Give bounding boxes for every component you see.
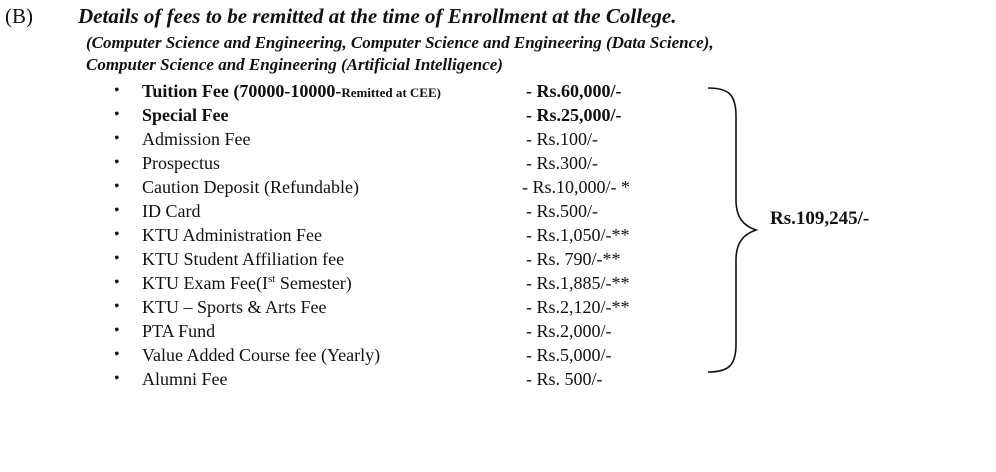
bullet-icon: • xyxy=(114,250,120,267)
bullet-icon: • xyxy=(114,346,120,363)
fee-row-pta-fund xyxy=(0,319,740,343)
fee-row-value-added-course xyxy=(0,343,740,367)
fee-amount: - Rs.5,000/- xyxy=(526,345,612,365)
bullet-icon: • xyxy=(114,202,120,219)
fee-row-ktu-affiliation xyxy=(0,247,740,271)
bullet-icon: • xyxy=(114,106,120,123)
fee-amount: - Rs.1,050/-** xyxy=(526,225,630,245)
bullet-icon: • xyxy=(114,178,120,195)
fee-amount: - Rs.100/- xyxy=(526,129,598,149)
fee-amount: - Rs. 500/- xyxy=(526,369,603,389)
section-label: (B) xyxy=(5,4,33,28)
bullet-icon: • xyxy=(114,82,120,99)
fee-row-tuition xyxy=(0,79,740,103)
fee-row-ktu-exam xyxy=(0,271,740,295)
fee-row-ktu-sports-arts xyxy=(0,295,740,319)
fee-row-prospectus xyxy=(0,151,740,175)
bullet-icon: • xyxy=(114,322,120,339)
fee-amount: - Rs.1,885/-** xyxy=(526,273,630,293)
fee-amount: - Rs.300/- xyxy=(526,153,598,173)
fee-amount: - Rs.500/- xyxy=(526,201,598,221)
fee-row-special xyxy=(0,103,740,127)
fee-name: Prospectus xyxy=(142,153,220,173)
bullet-icon: • xyxy=(114,298,120,315)
bullet-icon: • xyxy=(114,370,120,387)
bullet-icon: • xyxy=(114,226,120,243)
curly-brace-icon xyxy=(700,82,760,378)
programs-line-1: (Computer Science and Engineering, Computer Science and Engineering (Data Science), xyxy=(86,33,714,52)
fee-amount: - Rs.2,000/- xyxy=(526,321,612,341)
section-heading: Details of fees to be remitted at the time of Enrollment at the College. xyxy=(78,4,677,28)
fee-amount: - Rs.25,000/- xyxy=(526,105,622,125)
fee-name: Alumni Fee xyxy=(142,369,228,389)
bullet-icon: • xyxy=(114,130,120,147)
fee-name: KTU Exam Fee(Ist Semester) xyxy=(142,273,352,293)
fee-amount: - Rs.60,000/- xyxy=(526,81,622,101)
fee-name: Caution Deposit (Refundable) xyxy=(142,177,359,197)
fee-name: Value Added Course fee (Yearly) xyxy=(142,345,381,365)
programs-line-2: Computer Science and Engineering (Artificial Intelligence) xyxy=(86,55,503,74)
bullet-icon: • xyxy=(114,154,120,171)
fee-amount: - Rs.2,120/-** xyxy=(526,297,630,317)
bullet-icon: • xyxy=(114,274,120,291)
fee-name: KTU Administration Fee xyxy=(142,225,322,245)
fee-row-caution-deposit xyxy=(0,175,740,199)
fee-row-ktu-administration xyxy=(0,223,740,247)
fee-name: PTA Fund xyxy=(142,321,216,341)
fee-name: Admission Fee xyxy=(142,129,251,149)
fee-row-admission xyxy=(0,127,740,151)
fee-name: KTU – Sports & Arts Fee xyxy=(142,297,327,317)
fee-amount: - Rs.10,000/- * xyxy=(522,177,630,197)
fee-row-id-card xyxy=(0,199,740,223)
total-amount: Rs.109,245/- xyxy=(770,208,870,229)
fee-amount: - Rs. 790/-** xyxy=(526,249,621,269)
fee-name: Special Fee xyxy=(142,105,229,125)
fee-name: Tuition Fee (70000-10000-Remitted at CEE) xyxy=(142,81,441,101)
fee-row-alumni xyxy=(0,367,740,391)
fee-name: KTU Student Affiliation fee xyxy=(142,249,345,269)
fee-note: Remitted at CEE) xyxy=(341,85,441,100)
fee-name: ID Card xyxy=(142,201,201,221)
